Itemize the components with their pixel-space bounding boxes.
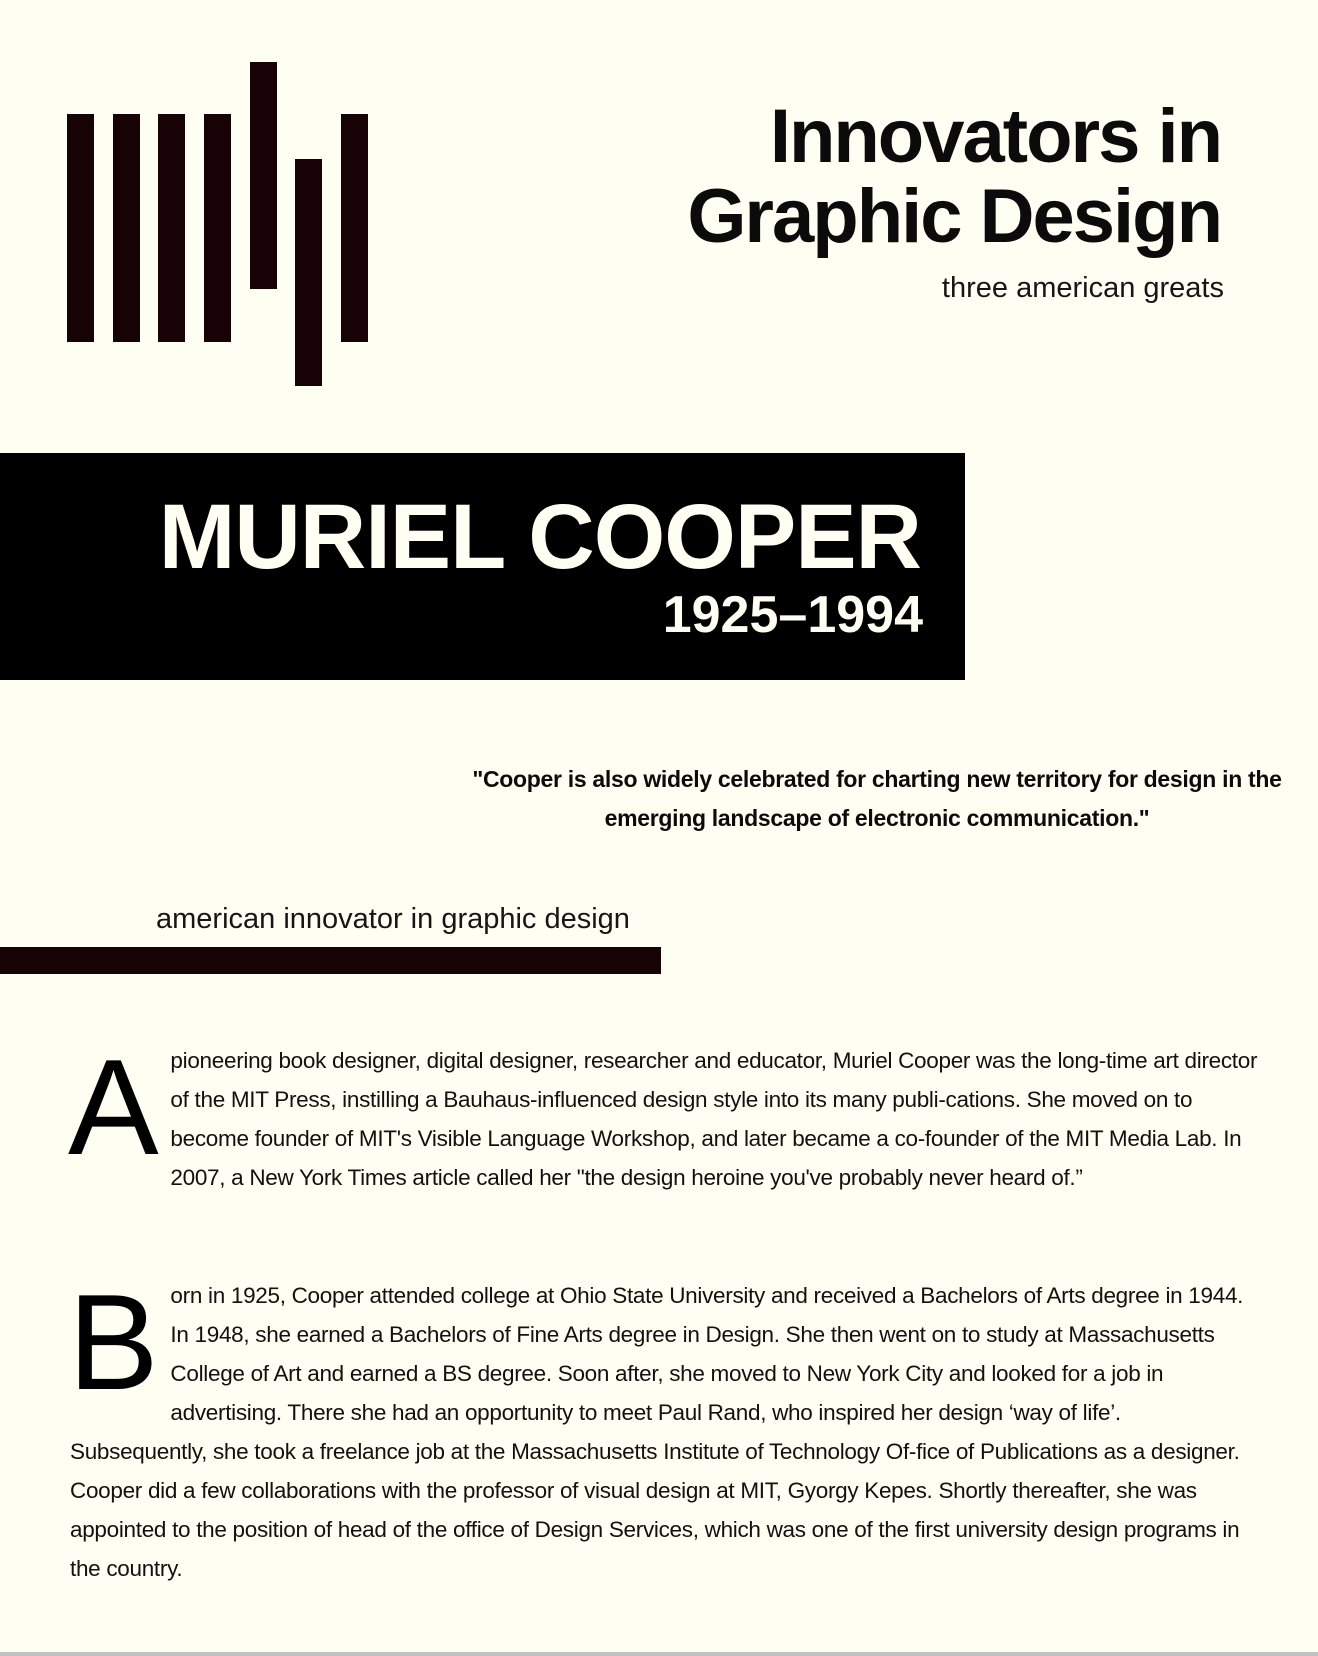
logo-bar [67, 114, 94, 342]
page-subtitle: three american greats [941, 272, 1224, 304]
page-title [687, 94, 1221, 259]
logo-bar [295, 159, 322, 386]
section-divider [0, 947, 661, 974]
section-label: american innovator in graphic design [156, 903, 630, 935]
pull-quote: "Cooper is also widely celebrated for charting new territory for design in the emerging landscape of electronic communication." [472, 766, 1282, 831]
logo-bar [204, 114, 231, 342]
designer-years: 1925–1994 [662, 586, 923, 644]
drop-cap: A [68, 1031, 159, 1183]
logo-bar [341, 114, 368, 342]
name-banner [0, 453, 965, 680]
logo-bar [113, 114, 140, 342]
page-bottom-edge [0, 1652, 1318, 1656]
page-title-line-2: Graphic Design [687, 174, 1221, 259]
paragraph-text: orn in 1925, Cooper attended college at Ohio State University and received a Bachelors of Arts degree in 1944. In 1948, she earned a Bachelors of Fine Arts degree in Design. She then went on to study at Massachusetts College of Art and earned a BS degree. Soon after, she moved to New York City and looked for a job in advertising. There she had an opportunity to meet Paul Rand, who inspired her design ‘way of life’. Subsequently, she took a freelance job at the Massachusetts Institute of Technology Of-fice of Publications as a designer. Cooper did a few collaborations with the professor of visual design at MIT, Gyorgy Kepes. Shortly thereafter, she was appointed to the position of head of the office of Design Services, which was one of the first university design programs in the country. [70, 1283, 1244, 1581]
logo-bar [250, 62, 277, 289]
page-title-line-1: Innovators in [769, 94, 1221, 179]
designer-name: MURIEL COOPER [158, 486, 921, 588]
logo-bar [158, 114, 185, 342]
body-paragraph-1 [68, 1031, 1260, 1197]
body-paragraph-2 [68, 1266, 1260, 1588]
vertical-bars-logo-icon [0, 0, 380, 400]
drop-cap: B [68, 1266, 159, 1418]
paragraph-text: pioneering book designer, digital designer, researcher and educator, Muriel Cooper was the long-time art director of the MIT Press, instilling a Bauhaus-influenced design style into its many publi-cations. She moved on to become founder of MIT's Visible Language Workshop, and later became a co-founder of the MIT Media Lab. In 2007, a New York Times article called her "the design heroine you've probably never heard of.” [170, 1048, 1258, 1190]
